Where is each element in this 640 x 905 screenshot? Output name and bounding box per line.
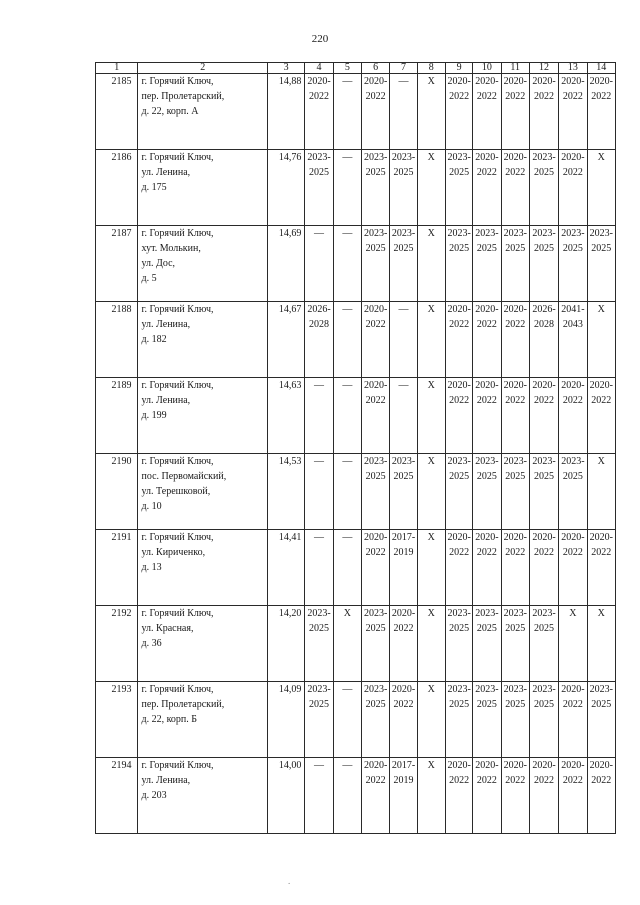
cell-col-10: 2020- 2022 [473, 530, 501, 606]
cell-col-11: 2023- 2025 [501, 226, 529, 302]
cell-col-9: 2023- 2025 [445, 454, 472, 530]
cell-col-11: 2020- 2022 [501, 378, 529, 454]
cell-col-10: 2023- 2025 [473, 606, 501, 682]
table-row [96, 606, 616, 682]
cell-row-number: 2191 [96, 530, 138, 606]
cell-col-12: 2023- 2025 [529, 682, 558, 758]
cell-col-11: 2023- 2025 [501, 682, 529, 758]
header-cell-col-10: 10 [473, 63, 501, 74]
cell-row-number: 2186 [96, 150, 138, 226]
cell-col-5: — [333, 150, 361, 226]
cell-col-4: 2023- 2025 [305, 606, 333, 682]
cell-col-14: 2023- 2025 [587, 226, 615, 302]
cell-col-4: 2026- 2028 [305, 302, 333, 378]
cell-area: 14,53 [267, 454, 304, 530]
cell-col-6: 2020- 2022 [362, 758, 390, 834]
cell-area: 14,63 [267, 378, 304, 454]
cell-col-13: 2020- 2022 [559, 74, 587, 150]
cell-col-13: 2020- 2022 [559, 150, 587, 226]
cell-row-number: 2190 [96, 454, 138, 530]
cell-col-4: 2023- 2025 [305, 150, 333, 226]
cell-col-10: 2023- 2025 [473, 226, 501, 302]
cell-col-11: 2020- 2022 [501, 530, 529, 606]
header-cell-col-4: 4 [305, 63, 333, 74]
cell-row-number: 2185 [96, 74, 138, 150]
cell-col-12: 2020- 2022 [529, 758, 558, 834]
cell-col-7: — [390, 74, 417, 150]
cell-col-8: Х [417, 74, 445, 150]
table-row [96, 74, 616, 150]
cell-col-10: 2023- 2025 [473, 454, 501, 530]
cell-col-14: 2020- 2022 [587, 74, 615, 150]
table-row [96, 530, 616, 606]
cell-address: г. Горячий Ключ, пос. Первомайский, ул. Терешковой, д. 10 [138, 454, 267, 530]
cell-col-8: Х [417, 378, 445, 454]
cell-col-6: 2023- 2025 [362, 454, 390, 530]
cell-address: г. Горячий Ключ, ул. Ленина, д. 199 [138, 378, 267, 454]
cell-col-5: — [333, 758, 361, 834]
header-cell-col-2: 2 [138, 63, 267, 74]
header-cell-col-13: 13 [559, 63, 587, 74]
cell-col-7: 2017- 2019 [390, 530, 417, 606]
cell-col-8: Х [417, 302, 445, 378]
cell-row-number: 2192 [96, 606, 138, 682]
cell-col-7: 2020- 2022 [390, 606, 417, 682]
cell-col-7: 2020- 2022 [390, 682, 417, 758]
cell-col-14: 2023- 2025 [587, 682, 615, 758]
cell-col-4: 2020- 2022 [305, 74, 333, 150]
cell-address: г. Горячий Ключ, хут. Молькин, ул. Дос, д. 5 [138, 226, 267, 302]
cell-col-11: 2020- 2022 [501, 758, 529, 834]
cell-address: г. Горячий Ключ, пер. Пролетарский, д. 22, корп. Б [138, 682, 267, 758]
cell-col-4: — [305, 378, 333, 454]
cell-col-5: — [333, 378, 361, 454]
cell-col-14: 2020- 2022 [587, 530, 615, 606]
cell-col-14: 2020- 2022 [587, 378, 615, 454]
cell-col-8: Х [417, 606, 445, 682]
table-row [96, 378, 616, 454]
cell-col-6: 2020- 2022 [362, 74, 390, 150]
cell-col-5: — [333, 682, 361, 758]
cell-col-4: — [305, 758, 333, 834]
cell-col-13: 2041- 2043 [559, 302, 587, 378]
cell-address: г. Горячий Ключ, ул. Кириченко, д. 13 [138, 530, 267, 606]
cell-col-12: 2020- 2022 [529, 378, 558, 454]
registry-table [95, 62, 616, 834]
cell-col-9: 2023- 2025 [445, 226, 472, 302]
cell-col-9: 2023- 2025 [445, 682, 472, 758]
cell-col-11: 2020- 2022 [501, 302, 529, 378]
cell-row-number: 2189 [96, 378, 138, 454]
cell-col-10: 2023- 2025 [473, 682, 501, 758]
cell-col-13: 2020- 2022 [559, 682, 587, 758]
cell-col-14: Х [587, 606, 615, 682]
cell-col-12: 2023- 2025 [529, 150, 558, 226]
cell-col-14: Х [587, 302, 615, 378]
table-row [96, 758, 616, 834]
cell-col-14: Х [587, 150, 615, 226]
cell-col-13: 2020- 2022 [559, 530, 587, 606]
cell-area: 14,69 [267, 226, 304, 302]
cell-row-number: 2187 [96, 226, 138, 302]
cell-area: 14,09 [267, 682, 304, 758]
cell-col-8: Х [417, 150, 445, 226]
header-cell-col-8: 8 [417, 63, 445, 74]
table-body [96, 63, 616, 834]
cell-address: г. Горячий Ключ, пер. Пролетарский, д. 22, корп. А [138, 74, 267, 150]
cell-col-8: Х [417, 530, 445, 606]
cell-address: г. Горячий Ключ, ул. Ленина, д. 203 [138, 758, 267, 834]
cell-col-10: 2020- 2022 [473, 74, 501, 150]
cell-col-5: — [333, 226, 361, 302]
header-cell-col-3: 3 [267, 63, 304, 74]
cell-col-12: 2023- 2025 [529, 226, 558, 302]
cell-col-6: 2023- 2025 [362, 682, 390, 758]
table-row [96, 454, 616, 530]
header-cell-col-5: 5 [333, 63, 361, 74]
cell-col-12: 2020- 2022 [529, 74, 558, 150]
cell-col-10: 2020- 2022 [473, 150, 501, 226]
header-cell-col-12: 12 [529, 63, 558, 74]
cell-area: 14,00 [267, 758, 304, 834]
header-cell-col-1: 1 [96, 63, 138, 74]
header-cell-col-6: 6 [362, 63, 390, 74]
cell-col-9: 2020- 2022 [445, 302, 472, 378]
cell-col-9: 2020- 2022 [445, 74, 472, 150]
cell-col-7: — [390, 302, 417, 378]
cell-area: 14,41 [267, 530, 304, 606]
cell-col-13: Х [559, 606, 587, 682]
cell-col-11: 2023- 2025 [501, 606, 529, 682]
cell-col-11: 2020- 2022 [501, 150, 529, 226]
cell-address: г. Горячий Ключ, ул. Ленина, д. 175 [138, 150, 267, 226]
cell-col-6: 2023- 2025 [362, 606, 390, 682]
cell-col-5: — [333, 74, 361, 150]
cell-row-number: 2188 [96, 302, 138, 378]
cell-col-12: 2026- 2028 [529, 302, 558, 378]
cell-col-7: 2023- 2025 [390, 226, 417, 302]
cell-col-6: 2020- 2022 [362, 530, 390, 606]
cell-col-8: Х [417, 226, 445, 302]
cell-col-5: — [333, 302, 361, 378]
cell-col-11: 2023- 2025 [501, 454, 529, 530]
cell-col-4: 2023- 2025 [305, 682, 333, 758]
cell-col-4: — [305, 530, 333, 606]
cell-address: г. Горячий Ключ, ул. Красная, д. 36 [138, 606, 267, 682]
header-cell-col-14: 14 [587, 63, 615, 74]
cell-area: 14,76 [267, 150, 304, 226]
cell-area: 14,20 [267, 606, 304, 682]
cell-col-6: 2020- 2022 [362, 378, 390, 454]
cell-col-7: 2023- 2025 [390, 454, 417, 530]
cell-col-14: 2020- 2022 [587, 758, 615, 834]
cell-col-8: Х [417, 758, 445, 834]
cell-col-12: 2023- 2025 [529, 454, 558, 530]
cell-row-number: 2193 [96, 682, 138, 758]
cell-col-13: 2023- 2025 [559, 454, 587, 530]
cell-col-6: 2023- 2025 [362, 150, 390, 226]
cell-col-12: 2023- 2025 [529, 606, 558, 682]
header-cell-col-11: 11 [501, 63, 529, 74]
cell-col-13: 2023- 2025 [559, 226, 587, 302]
cell-col-12: 2020- 2022 [529, 530, 558, 606]
cell-col-7: 2023- 2025 [390, 150, 417, 226]
cell-col-5: Х [333, 606, 361, 682]
cell-col-9: 2020- 2022 [445, 378, 472, 454]
cell-col-6: 2023- 2025 [362, 226, 390, 302]
cell-col-11: 2020- 2022 [501, 74, 529, 150]
cell-col-10: 2020- 2022 [473, 302, 501, 378]
header-cell-col-7: 7 [390, 63, 417, 74]
table-row [96, 302, 616, 378]
cell-address: г. Горячий Ключ, ул. Ленина, д. 182 [138, 302, 267, 378]
footer-mark: . [288, 876, 291, 886]
cell-col-7: — [390, 378, 417, 454]
cell-col-4: — [305, 454, 333, 530]
table-row [96, 150, 616, 226]
cell-col-7: 2017- 2019 [390, 758, 417, 834]
cell-col-5: — [333, 454, 361, 530]
cell-col-10: 2020- 2022 [473, 378, 501, 454]
cell-col-9: 2023- 2025 [445, 606, 472, 682]
cell-col-4: — [305, 226, 333, 302]
cell-col-10: 2020- 2022 [473, 758, 501, 834]
cell-col-13: 2020- 2022 [559, 758, 587, 834]
cell-col-14: Х [587, 454, 615, 530]
table-header-row [96, 63, 616, 74]
cell-col-8: Х [417, 454, 445, 530]
cell-col-9: 2020- 2022 [445, 530, 472, 606]
table-row [96, 226, 616, 302]
cell-area: 14,67 [267, 302, 304, 378]
cell-row-number: 2194 [96, 758, 138, 834]
table-row [96, 682, 616, 758]
cell-col-9: 2023- 2025 [445, 150, 472, 226]
cell-area: 14,88 [267, 74, 304, 150]
page-number: 220 [311, 33, 329, 45]
cell-col-5: — [333, 530, 361, 606]
cell-col-6: 2020- 2022 [362, 302, 390, 378]
cell-col-8: Х [417, 682, 445, 758]
header-cell-col-9: 9 [445, 63, 472, 74]
cell-col-13: 2020- 2022 [559, 378, 587, 454]
cell-col-9: 2020- 2022 [445, 758, 472, 834]
